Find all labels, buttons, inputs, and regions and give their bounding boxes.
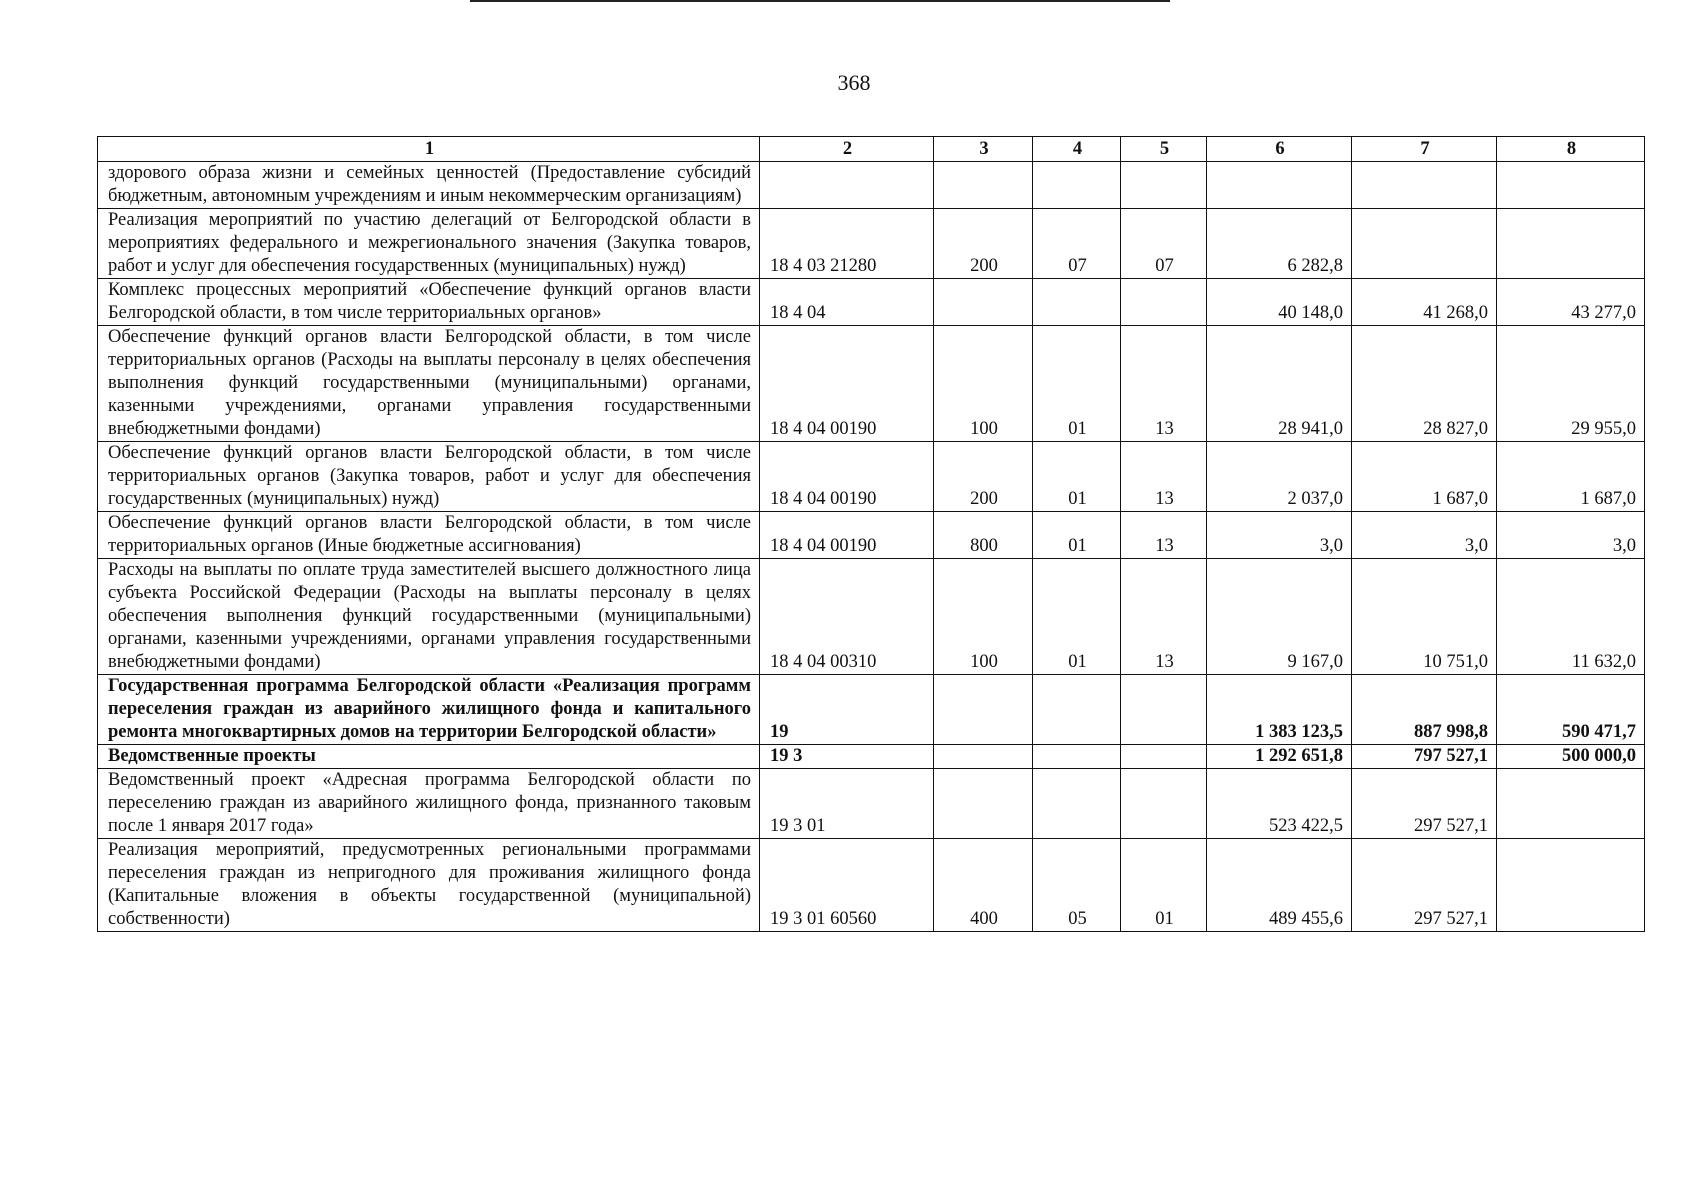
row-amount-col8: [1497, 162, 1645, 209]
table-row: [98, 745, 1645, 769]
row-amount-col7: [1352, 209, 1497, 279]
column-header-2: 2: [760, 137, 934, 162]
budget-table: [97, 136, 1645, 932]
row-target-code: 19 3: [760, 745, 934, 769]
row-subsection: 01: [1121, 839, 1207, 932]
row-amount-col6: 3,0: [1207, 512, 1352, 559]
row-amount-col8: 500 000,0: [1497, 745, 1645, 769]
table-row: [98, 279, 1645, 326]
table-row: [98, 442, 1645, 512]
row-section: 01: [1033, 326, 1121, 442]
row-target-code: 18 4 04 00190: [760, 326, 934, 442]
row-description: Обеспечение функций органов власти Белгородской области, в том числе территориальных органов (Иные бюджетные ассигнования): [98, 512, 760, 559]
row-description: Обеспечение функций органов власти Белгородской области, в том числе территориальных органов (Закупка товаров, работ и услуг для обеспечения государственных (муниципальных) нужд): [98, 442, 760, 512]
table-row: [98, 209, 1645, 279]
row-expense-type: [934, 162, 1033, 209]
row-amount-col7: [1352, 162, 1497, 209]
row-amount-col6: 1 292 651,8: [1207, 745, 1352, 769]
row-section: 01: [1033, 442, 1121, 512]
row-expense-type: [934, 675, 1033, 745]
row-description: Реализация мероприятий по участию делегаций от Белгородской области в мероприятиях федерального и межрегионального значения (Закупка товаров, работ и услуг для обеспечения государственных (муниципальных) нужд): [98, 209, 760, 279]
header-row: [98, 137, 1645, 162]
row-expense-type: 800: [934, 512, 1033, 559]
row-target-code: 19: [760, 675, 934, 745]
row-section: [1033, 745, 1121, 769]
row-target-code: [760, 162, 934, 209]
row-amount-col7: 3,0: [1352, 512, 1497, 559]
table-row: [98, 839, 1645, 932]
row-target-code: 18 4 04 00310: [760, 559, 934, 675]
row-subsection: 07: [1121, 209, 1207, 279]
row-amount-col8: [1497, 209, 1645, 279]
table-row: [98, 326, 1645, 442]
row-target-code: 19 3 01 60560: [760, 839, 934, 932]
row-amount-col6: 1 383 123,5: [1207, 675, 1352, 745]
row-description: Комплекс процессных мероприятий «Обеспечение функций органов власти Белгородской области, в том числе территориальных органов»: [98, 279, 760, 326]
row-subsection: [1121, 162, 1207, 209]
row-expense-type: 400: [934, 839, 1033, 932]
row-description: Государственная программа Белгородской области «Реализация программ переселения граждан из аварийного жилищного фонда и капитального ремонта многоквартирных домов на территории Белгородской области»: [98, 675, 760, 745]
row-amount-col8: 29 955,0: [1497, 326, 1645, 442]
row-section: 05: [1033, 839, 1121, 932]
row-amount-col7: 887 998,8: [1352, 675, 1497, 745]
row-description: здорового образа жизни и семейных ценностей (Предоставление субсидий бюджетным, автономным учреждениям и иным некоммерческим организациям): [98, 162, 760, 209]
page-number: 368: [837, 70, 871, 95]
column-header-7: 7: [1352, 137, 1497, 162]
row-amount-col8: 11 632,0: [1497, 559, 1645, 675]
row-amount-col7: 297 527,1: [1352, 839, 1497, 932]
top-rule: [470, 0, 1170, 2]
column-header-3: 3: [934, 137, 1033, 162]
row-amount-col7: 797 527,1: [1352, 745, 1497, 769]
row-subsection: 13: [1121, 442, 1207, 512]
row-section: 01: [1033, 559, 1121, 675]
row-expense-type: 200: [934, 209, 1033, 279]
row-expense-type: [934, 745, 1033, 769]
table-row: [98, 675, 1645, 745]
row-section: 01: [1033, 512, 1121, 559]
row-amount-col6: [1207, 162, 1352, 209]
column-header-5: 5: [1121, 137, 1207, 162]
row-expense-type: [934, 279, 1033, 326]
row-amount-col6: 40 148,0: [1207, 279, 1352, 326]
row-amount-col8: 43 277,0: [1497, 279, 1645, 326]
table-body: [98, 162, 1645, 932]
row-description: Ведомственные проекты: [98, 745, 760, 769]
row-amount-col6: 28 941,0: [1207, 326, 1352, 442]
row-amount-col8: [1497, 839, 1645, 932]
row-amount-col6: 6 282,8: [1207, 209, 1352, 279]
row-subsection: 13: [1121, 512, 1207, 559]
row-section: 07: [1033, 209, 1121, 279]
row-amount-col6: 2 037,0: [1207, 442, 1352, 512]
table-row: [98, 512, 1645, 559]
row-amount-col7: 41 268,0: [1352, 279, 1497, 326]
row-target-code: 18 4 04: [760, 279, 934, 326]
row-amount-col6: 523 422,5: [1207, 769, 1352, 839]
row-target-code: 18 4 04 00190: [760, 442, 934, 512]
table-row: [98, 162, 1645, 209]
table-row: [98, 559, 1645, 675]
row-amount-col8: 590 471,7: [1497, 675, 1645, 745]
row-expense-type: [934, 769, 1033, 839]
row-subsection: [1121, 279, 1207, 326]
column-header-1: 1: [98, 137, 760, 162]
row-description: Реализация мероприятий, предусмотренных региональными программами переселения граждан из непригодного для проживания жилищного фонда (Капитальные вложения в объекты государственной (муниципальной) собственности): [98, 839, 760, 932]
row-amount-col7: 1 687,0: [1352, 442, 1497, 512]
row-section: [1033, 769, 1121, 839]
row-description: Обеспечение функций органов власти Белгородской области, в том числе территориальных органов (Расходы на выплаты персоналу в целях обеспечения выполнения функций государственными (муниципальными) органами, казенными учреждениями, органами управления государственными внебюджетными фондами): [98, 326, 760, 442]
row-subsection: 13: [1121, 559, 1207, 675]
row-subsection: [1121, 675, 1207, 745]
row-amount-col6: 489 455,6: [1207, 839, 1352, 932]
row-expense-type: 200: [934, 442, 1033, 512]
column-header-4: 4: [1033, 137, 1121, 162]
row-expense-type: 100: [934, 559, 1033, 675]
row-description: Расходы на выплаты по оплате труда заместителей высшего должностного лица субъекта Российской Федерации (Расходы на выплаты персоналу в целях обеспечения выполнения функций государственными (муниципальными) органами, казенными учреждениями, органами управления государственными внебюджетными фондами): [98, 559, 760, 675]
row-target-code: 19 3 01: [760, 769, 934, 839]
row-amount-col7: 28 827,0: [1352, 326, 1497, 442]
table-row: [98, 769, 1645, 839]
row-subsection: 13: [1121, 326, 1207, 442]
row-amount-col8: 3,0: [1497, 512, 1645, 559]
row-expense-type: 100: [934, 326, 1033, 442]
row-amount-col7: 297 527,1: [1352, 769, 1497, 839]
row-subsection: [1121, 769, 1207, 839]
row-target-code: 18 4 04 00190: [760, 512, 934, 559]
row-amount-col8: [1497, 769, 1645, 839]
row-target-code: 18 4 03 21280: [760, 209, 934, 279]
row-amount-col6: 9 167,0: [1207, 559, 1352, 675]
row-section: [1033, 675, 1121, 745]
row-description: Ведомственный проект «Адресная программа Белгородской области по переселению граждан из аварийного жилищного фонда, признанного таковым после 1 января 2017 года»: [98, 769, 760, 839]
row-section: [1033, 279, 1121, 326]
column-header-6: 6: [1207, 137, 1352, 162]
row-subsection: [1121, 745, 1207, 769]
column-header-8: 8: [1497, 137, 1645, 162]
row-amount-col8: 1 687,0: [1497, 442, 1645, 512]
row-section: [1033, 162, 1121, 209]
row-amount-col7: 10 751,0: [1352, 559, 1497, 675]
